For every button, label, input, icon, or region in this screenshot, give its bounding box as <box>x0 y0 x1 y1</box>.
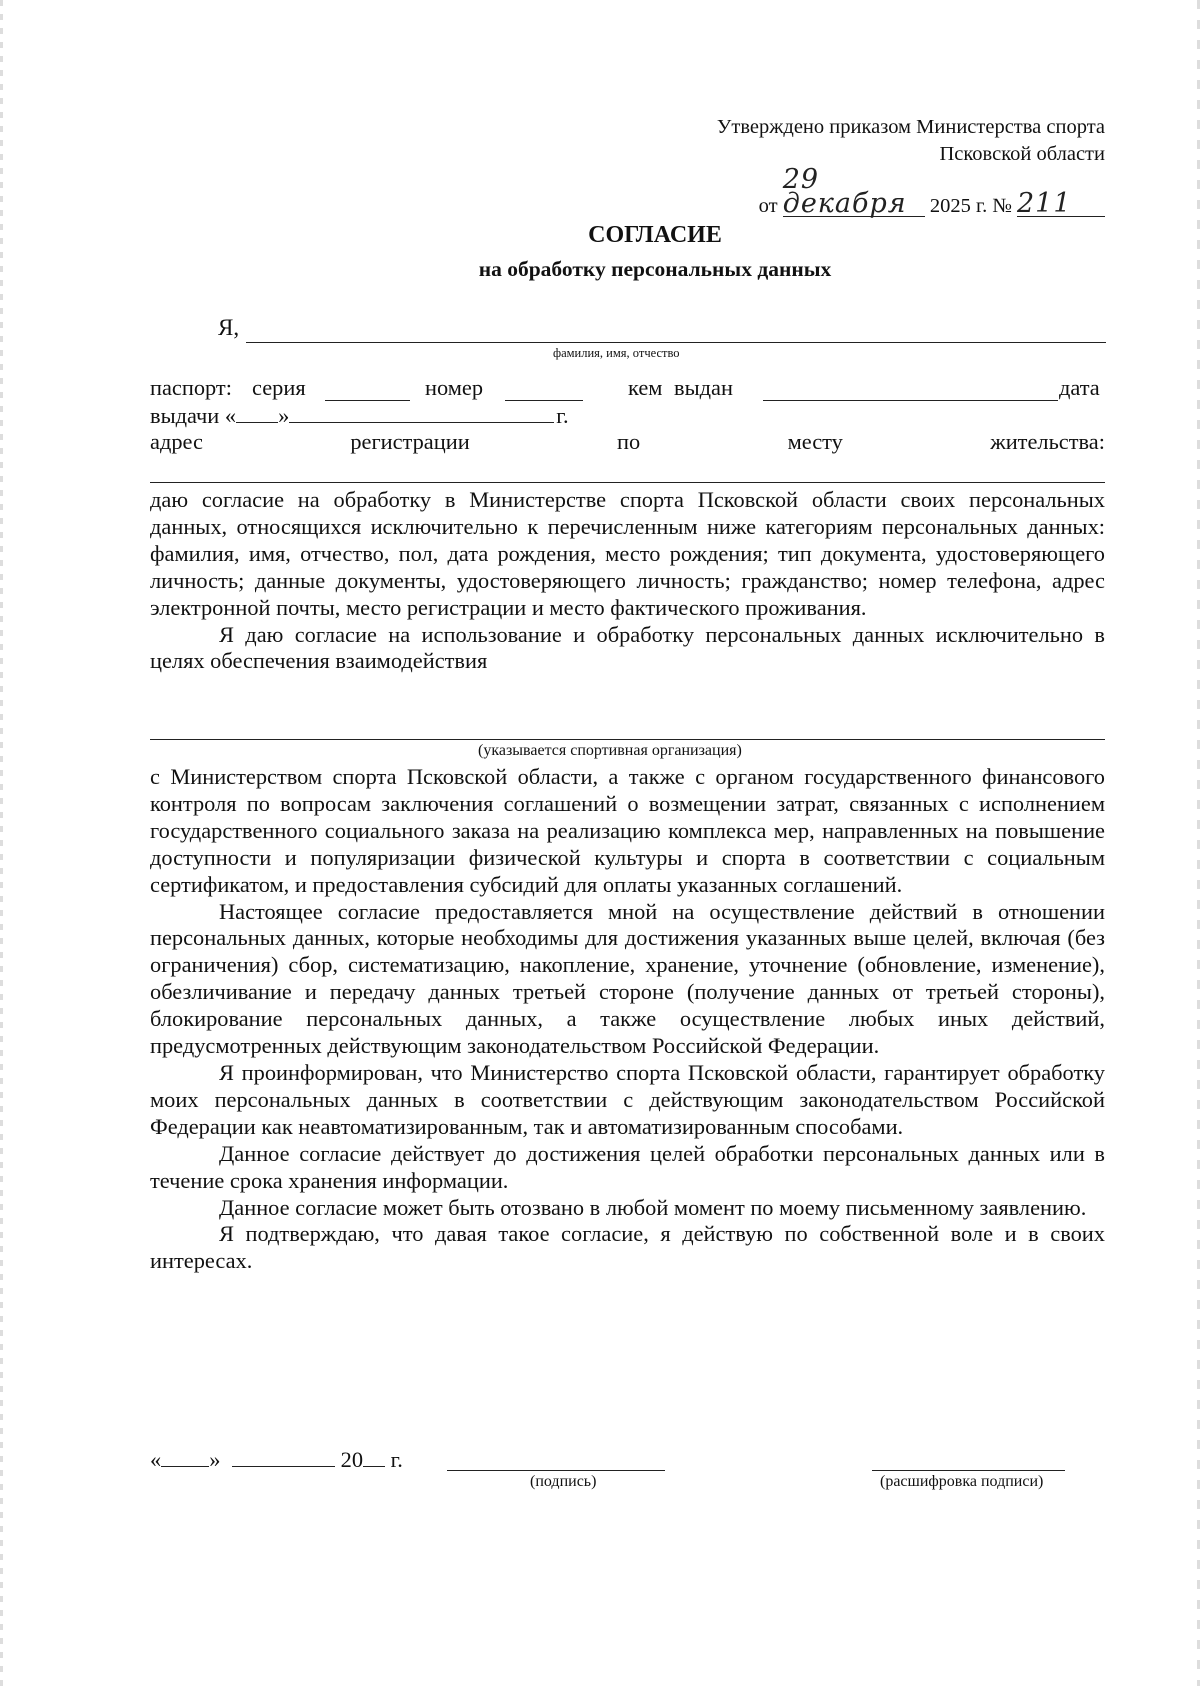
signature-input-line[interactable] <box>447 1470 665 1471</box>
paragraph-confirmation: Я подтверждаю, что давая такое согласие, я действую по собственной воле и в своих интересах. <box>150 1221 1105 1274</box>
organization-input-line[interactable] <box>150 739 1105 740</box>
document-subtitle: на обработку персональных данных <box>478 257 832 281</box>
label-date: дата <box>1059 375 1100 400</box>
signature-year-input-line[interactable] <box>363 1446 385 1467</box>
issue-month-year-input-line[interactable] <box>289 402 554 423</box>
label-passport: паспорт: <box>150 375 232 400</box>
issued-by-input-line[interactable] <box>763 400 1058 401</box>
series-input-line[interactable] <box>325 400 410 401</box>
approval-year: 2025 г. № <box>929 195 1012 217</box>
scan-edge-left <box>0 0 3 1686</box>
address-word-3: по <box>617 429 641 454</box>
organization-caption: (указывается спортивная организация) <box>478 742 742 759</box>
issue-day-input-line[interactable] <box>236 402 278 423</box>
signature-open-quote: « <box>150 1447 162 1472</box>
approval-date-line <box>717 164 1105 220</box>
signature-year-prefix: 20 <box>340 1447 364 1472</box>
paragraph-consent-purpose: Я даю согласие на использование и обработку персональных данных исключительно в целях обеспечения взаимодействия <box>150 621 1105 674</box>
paragraph-consent-categories: даю согласие на обработку в Министерстве спорта Псковской области своих персональных данных, относящихся исключительно к перечисленным ниже категориям персональных данных: фамилия, имя, отчество, пол, дата рождения, место рождения; тип документа, удостоверяющего личность; данные документы, удостоверяющего личность; гражданство; номер телефона, адрес электронной почты, место регистрации и место фактического проживания. <box>150 487 1105 620</box>
fio-caption: фамилия, имя, отчество <box>553 346 680 360</box>
paragraph-interaction: с Министерством спорта Псковской области, а также с органом государственного финансового контроля по вопросам заключения соглашений о возмещении затрат, связанных с исполнением государственного социального заказа на реализацию комплекса мер, направленных на повышение доступности и популяризации физической культуры и спорта в соответствии с социальным сертификатом, и предоставления субсидий для оплаты указанных соглашений. <box>150 764 1105 897</box>
issue-date-quote-close: » <box>278 403 290 428</box>
label-issue-date <box>150 402 569 429</box>
issue-year-suffix: г. <box>556 403 569 428</box>
label-number: номер <box>425 375 484 400</box>
address-word-4: месту <box>787 429 843 454</box>
approval-block <box>717 114 1105 220</box>
address-input-line[interactable] <box>150 482 1105 483</box>
signature-day-input-line[interactable] <box>161 1446 209 1467</box>
approval-from: от <box>758 195 778 217</box>
signature-date <box>150 1446 403 1473</box>
body-section-2 <box>150 764 1105 1275</box>
signature-close-quote: » <box>209 1447 221 1472</box>
paragraph-revocation: Данное согласие может быть отозвано в любой момент по моему письменному заявлению. <box>219 1194 1087 1220</box>
label-series: серия <box>252 375 306 400</box>
paragraph-informed: Я проинформирован, что Министерство спорта Псковской области, гарантирует обработку моих персональных данных в соответствии с действующим законодательством Российской Федерации как неавтоматизированным, так и автоматизированным способами. <box>150 1059 1105 1139</box>
paragraph-validity: Данное согласие действует до достижения целей обработки персональных данных или в течение срока хранения информации. <box>150 1140 1105 1193</box>
signature-decode-caption: (расшифровка подписи) <box>880 1473 1044 1490</box>
label-ya: Я, <box>218 315 240 340</box>
approval-line-2: Псковской области <box>939 143 1105 165</box>
document-title: СОГЛАСИЕ <box>588 222 722 248</box>
signature-month-input-line[interactable] <box>232 1446 335 1467</box>
handwritten-number: 211 <box>1017 192 1105 217</box>
address-word-1: адрес <box>150 429 203 454</box>
handwritten-date: 29 декабря <box>783 168 925 217</box>
approval-line-1: Утверждено приказом Министерства спорта <box>716 116 1105 138</box>
signature-decode-input-line[interactable] <box>872 1470 1065 1471</box>
paragraph-actions: Настоящее согласие предоставляется мной на осуществление действий в отношении персональных данных, которые необходимы для достижения указанных выше целей, включая (без ограничения) сбор, систематизацию, накопление, хранение, уточнение (обновление, изменение), обезличивание и передачу данных третьей стороне (получение данных от третьей стороны), блокирование персональных данных, а также осуществление любых иных действий, предусмотренных действующим законодательством Российской Федерации. <box>150 898 1105 1059</box>
number-input-line[interactable] <box>505 400 583 401</box>
label-issued-by: кем выдан <box>628 375 733 400</box>
signature-caption: (подпись) <box>530 1473 597 1490</box>
issue-date-prefix: выдачи « <box>150 403 237 428</box>
signature-year-suffix: г. <box>390 1447 403 1472</box>
body-section-1 <box>150 487 1105 675</box>
address-row <box>150 429 1105 455</box>
fio-input-line[interactable] <box>246 342 1106 343</box>
address-word-2: регистрации <box>350 429 470 454</box>
address-word-5: жительства: <box>990 429 1105 454</box>
